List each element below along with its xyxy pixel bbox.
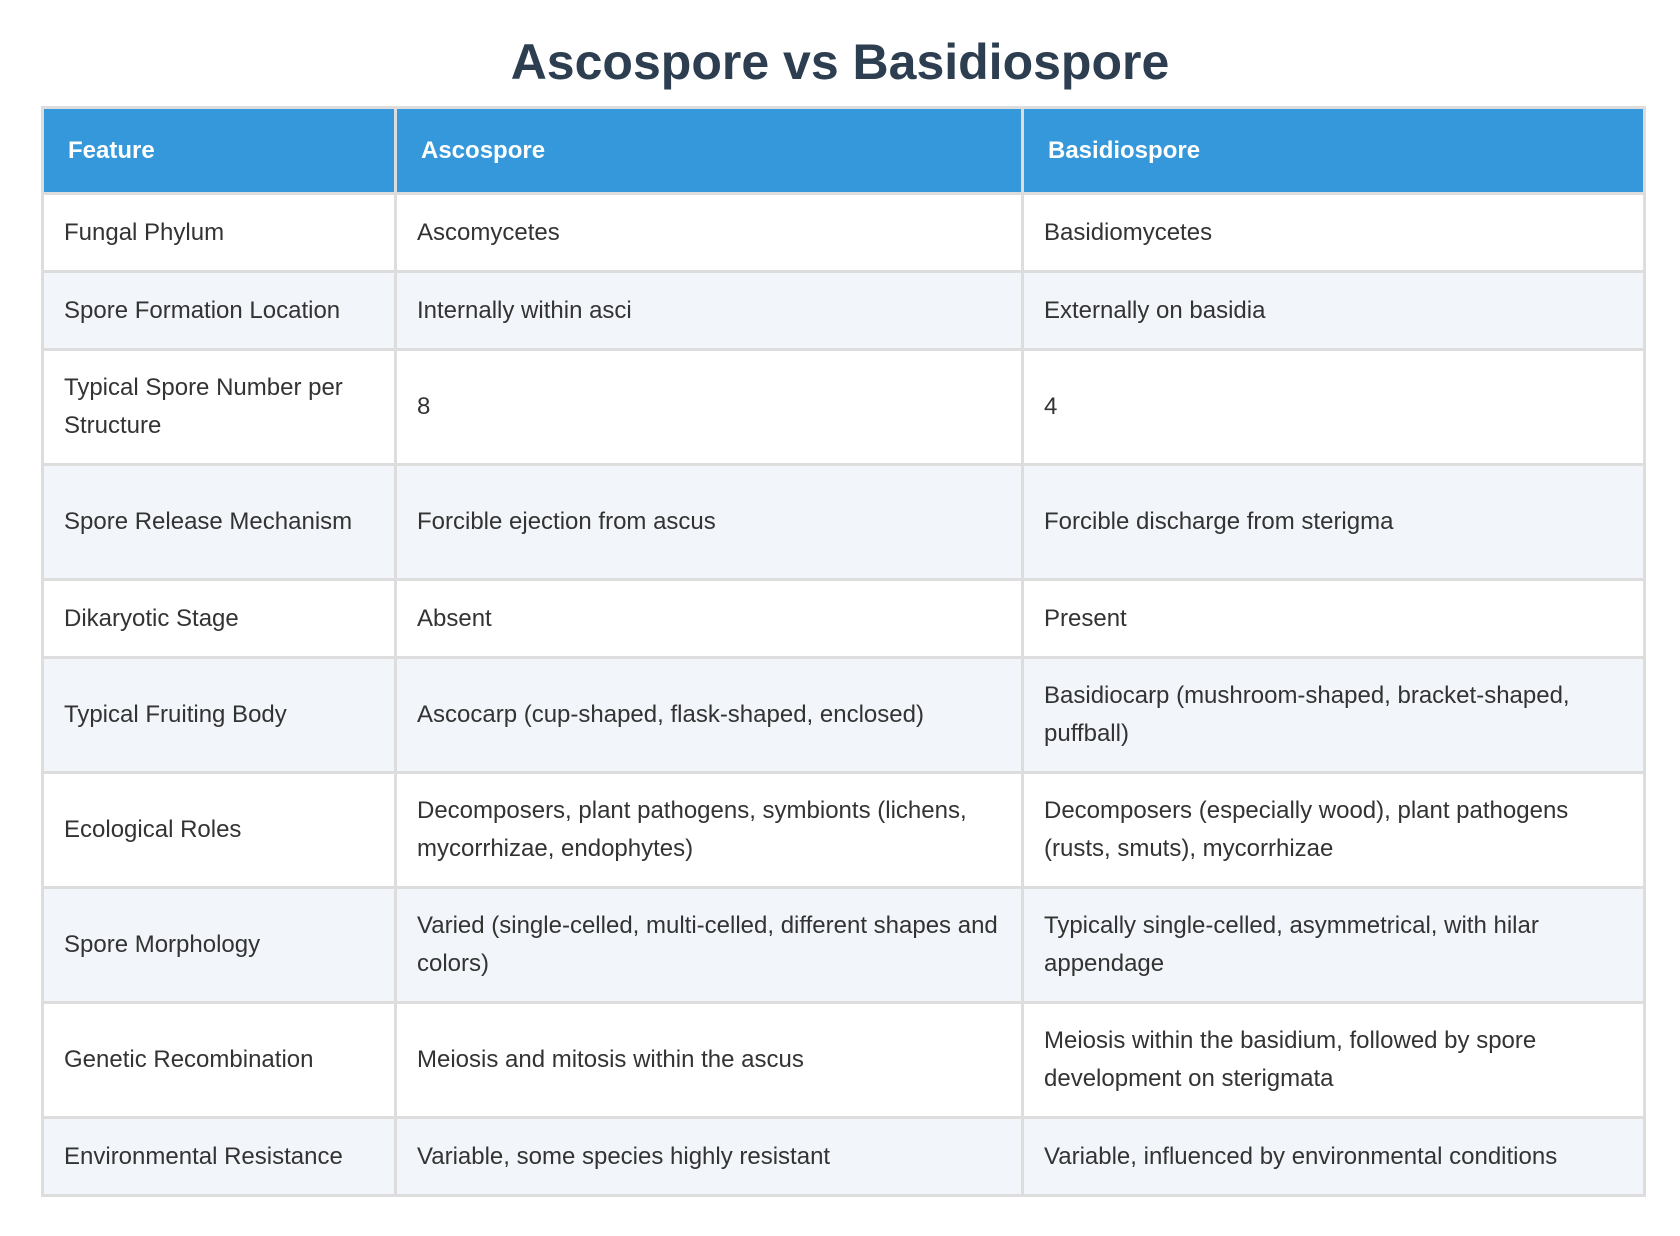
feature-cell: Fungal Phylum (43, 194, 396, 272)
comparison-table (41, 106, 1646, 1197)
column-header-feature: Feature (43, 108, 396, 194)
table-row (43, 272, 1645, 350)
feature-cell: Genetic Recombination (43, 1003, 396, 1118)
table-row (43, 580, 1645, 658)
basidiospore-cell: Decomposers (especially wood), plant pathogens (rusts, smuts), mycorrhizae (1023, 773, 1645, 888)
table-row (43, 465, 1645, 580)
ascospore-cell: Variable, some species highly resistant (396, 1118, 1023, 1196)
feature-cell: Typical Spore Number per Structure (43, 350, 396, 465)
ascospore-cell: Forcible ejection from ascus (396, 465, 1023, 580)
basidiospore-cell: Meiosis within the basidium, followed by spore development on sterigmata (1023, 1003, 1645, 1118)
feature-cell: Ecological Roles (43, 773, 396, 888)
feature-cell: Spore Formation Location (43, 272, 396, 350)
basidiospore-cell: Present (1023, 580, 1645, 658)
column-header-basidiospore: Basidiospore (1023, 108, 1645, 194)
ascospore-cell: 8 (396, 350, 1023, 465)
table-row (43, 1003, 1645, 1118)
feature-cell: Environmental Resistance (43, 1118, 396, 1196)
table-row (43, 350, 1645, 465)
ascospore-cell: Internally within asci (396, 272, 1023, 350)
basidiospore-cell: Basidiomycetes (1023, 194, 1645, 272)
ascospore-cell: Meiosis and mitosis within the ascus (396, 1003, 1023, 1118)
ascospore-cell: Ascocarp (cup-shaped, flask-shaped, enclosed) (396, 658, 1023, 773)
basidiospore-cell: 4 (1023, 350, 1645, 465)
ascospore-cell: Ascomycetes (396, 194, 1023, 272)
ascospore-cell: Decomposers, plant pathogens, symbionts (lichens, mycorrhizae, endophytes) (396, 773, 1023, 888)
page-title: Ascospore vs Basidiospore (510, 34, 1170, 90)
basidiospore-cell: Typically single-celled, asymmetrical, with hilar appendage (1023, 888, 1645, 1003)
table-row (43, 888, 1645, 1003)
table-row (43, 773, 1645, 888)
table-header-row (43, 108, 1645, 194)
feature-cell: Spore Morphology (43, 888, 396, 1003)
ascospore-cell: Absent (396, 580, 1023, 658)
table-row (43, 1118, 1645, 1196)
ascospore-cell: Varied (single-celled, multi-celled, different shapes and colors) (396, 888, 1023, 1003)
basidiospore-cell: Externally on basidia (1023, 272, 1645, 350)
table-row (43, 194, 1645, 272)
feature-cell: Dikaryotic Stage (43, 580, 396, 658)
basidiospore-cell: Basidiocarp (mushroom-shaped, bracket-shaped, puffball) (1023, 658, 1645, 773)
basidiospore-cell: Forcible discharge from sterigma (1023, 465, 1645, 580)
table-row (43, 658, 1645, 773)
basidiospore-cell: Variable, influenced by environmental conditions (1023, 1118, 1645, 1196)
feature-cell: Spore Release Mechanism (43, 465, 396, 580)
column-header-ascospore: Ascospore (396, 108, 1023, 194)
feature-cell: Typical Fruiting Body (43, 658, 396, 773)
